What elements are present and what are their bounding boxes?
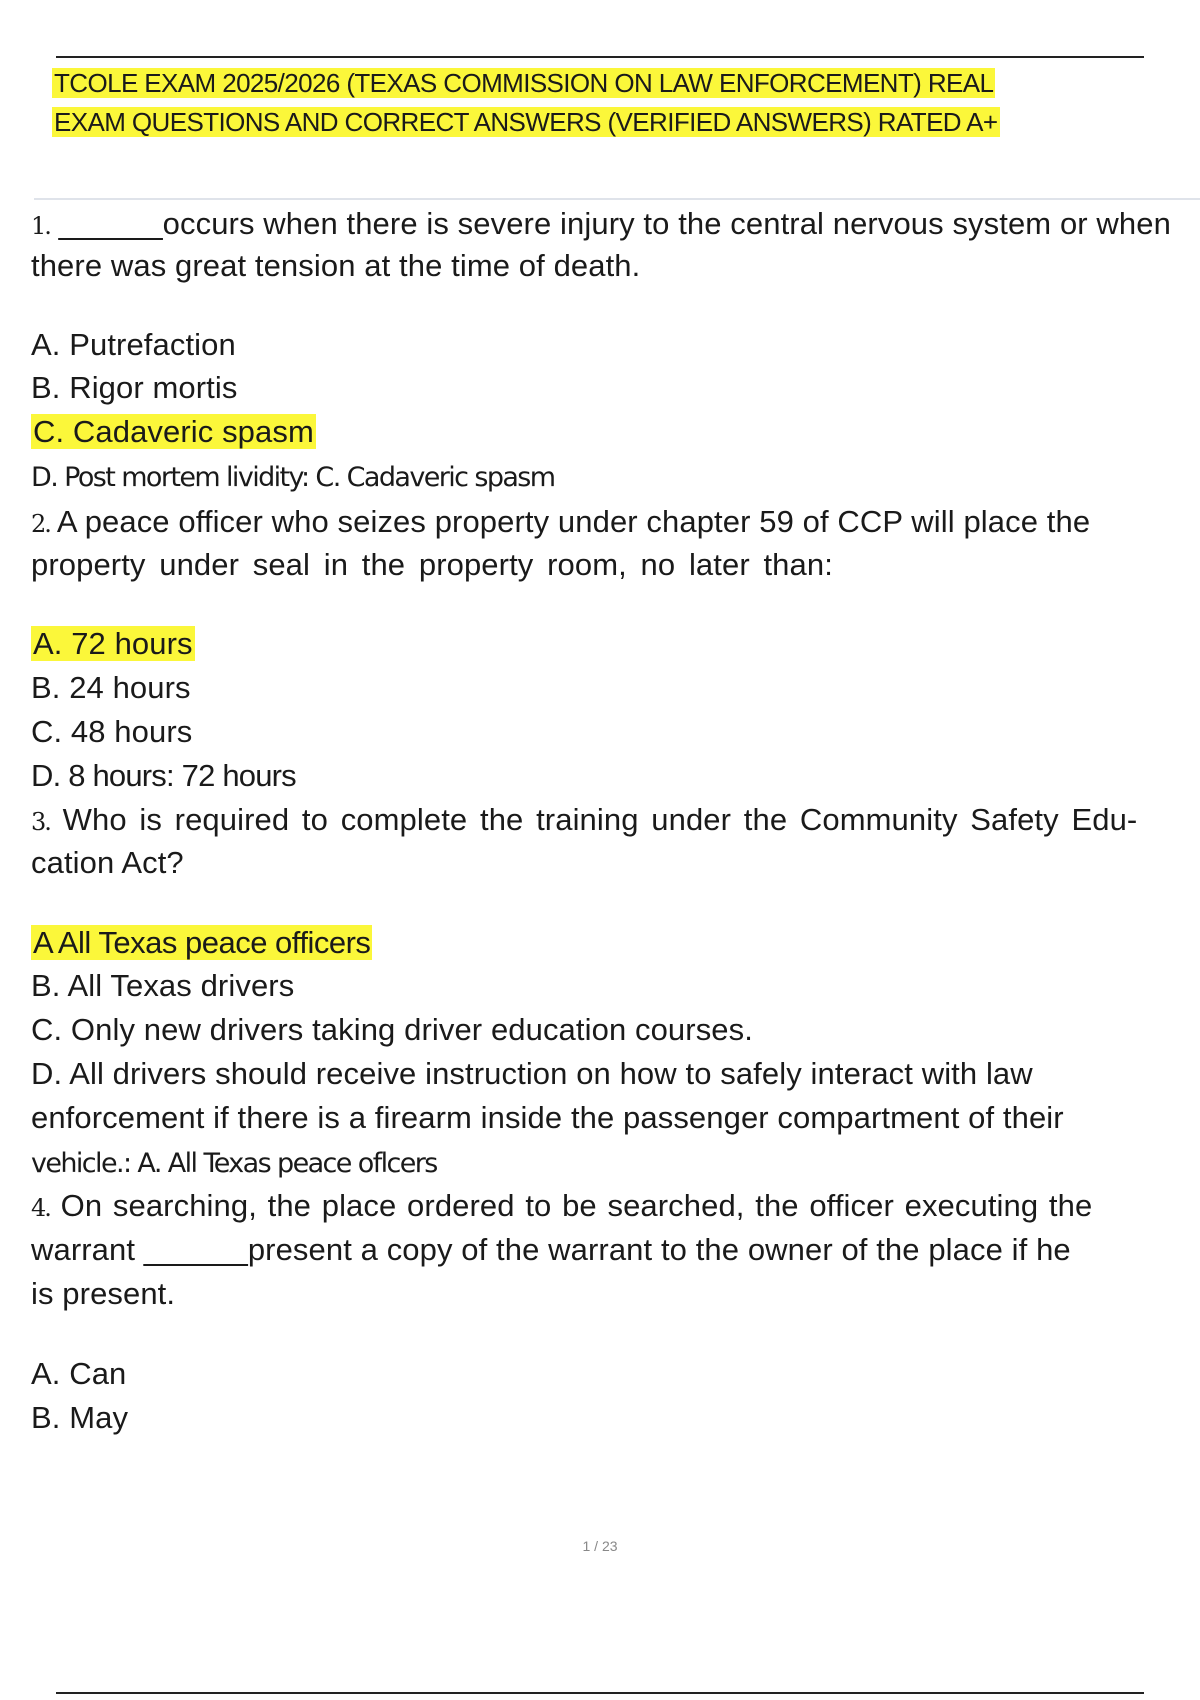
bottom-rule	[56, 1692, 1144, 1694]
question-1-text-1: ______occurs when there is severe injury to the central nervous system or when	[49, 206, 1171, 241]
question-3-text-1: Who is required to complete the training under the Community Safety Edu-	[49, 802, 1138, 837]
question-1-line-2: there was great tension at the time of death.	[31, 248, 641, 283]
question-4-option-b: B. May	[31, 1400, 129, 1435]
title-line-2: EXAM QUESTIONS AND CORRECT ANSWERS (VERIFIED ANSWERS) RATED A+	[54, 107, 998, 137]
page-number: 1 / 23	[582, 1538, 618, 1554]
question-2-option-b: B. 24 hours	[31, 670, 191, 705]
question-3-option-a	[31, 923, 372, 963]
question-3-option-c: C. Only new drivers taking driver education courses.	[31, 1012, 753, 1047]
question-1-correct-answer: C. Cadaveric spasm	[33, 414, 314, 449]
question-2-correct-answer: A. 72 hours	[33, 626, 193, 661]
question-3-line-2: cation Act?	[31, 845, 184, 880]
question-1-line-1	[31, 204, 1171, 246]
top-rule	[56, 56, 1144, 58]
question-4-line-1	[31, 1186, 1092, 1228]
question-4-option-a: A. Can	[31, 1356, 127, 1391]
question-3-option-d-line-1: D. All drivers should receive instruction on how to safely interact with law	[31, 1056, 1033, 1091]
question-1-option-d: D. Post mortem lividity: C. Cadaveric spasm	[31, 462, 555, 493]
question-3-option-b: B. All Texas drivers	[31, 968, 295, 1003]
question-1-option-b: B. Rigor mortis	[31, 370, 238, 405]
question-3-option-d-line-3: vehicle.: A. All Texas peace oflcers	[31, 1148, 437, 1179]
question-4-line-2: warrant ______present a copy of the warrant to the owner of the place if he	[31, 1232, 1071, 1267]
question-3-correct-answer: A All Texas peace officers	[33, 925, 371, 960]
question-1-option-a: A. Putrefaction	[31, 327, 236, 362]
question-1-number: 1.	[31, 212, 50, 240]
question-2-line-1	[31, 502, 1090, 544]
question-4-line-3: is present.	[31, 1276, 176, 1311]
question-3-line-1	[31, 800, 1137, 842]
question-3-option-d-line-2: enforcement if there is a firearm inside the passenger compartment of their	[31, 1100, 1064, 1135]
question-1-option-c	[31, 412, 316, 452]
title-line-1: TCOLE EXAM 2025/2026 (TEXAS COMMISSION ON LAW ENFORCEMENT) REAL	[54, 68, 994, 98]
question-2-option-d: D. 8 hours: 72 hours	[31, 758, 296, 793]
question-2-number: 2.	[31, 510, 50, 538]
question-4-number: 4.	[31, 1194, 50, 1222]
question-2-text-1: A peace officer who seizes property under chapter 59 of CCP will place the	[49, 504, 1091, 539]
document-title	[52, 64, 1152, 142]
question-4-text-1: On searching, the place ordered to be searched, the officer executing the	[49, 1188, 1093, 1223]
question-3-number: 3.	[31, 808, 50, 836]
question-2-option-c: C. 48 hours	[31, 714, 193, 749]
separator-rule	[34, 198, 1200, 200]
question-2-option-a	[31, 624, 195, 664]
question-2-line-2: property under seal in the property room, no later than:	[31, 547, 833, 582]
